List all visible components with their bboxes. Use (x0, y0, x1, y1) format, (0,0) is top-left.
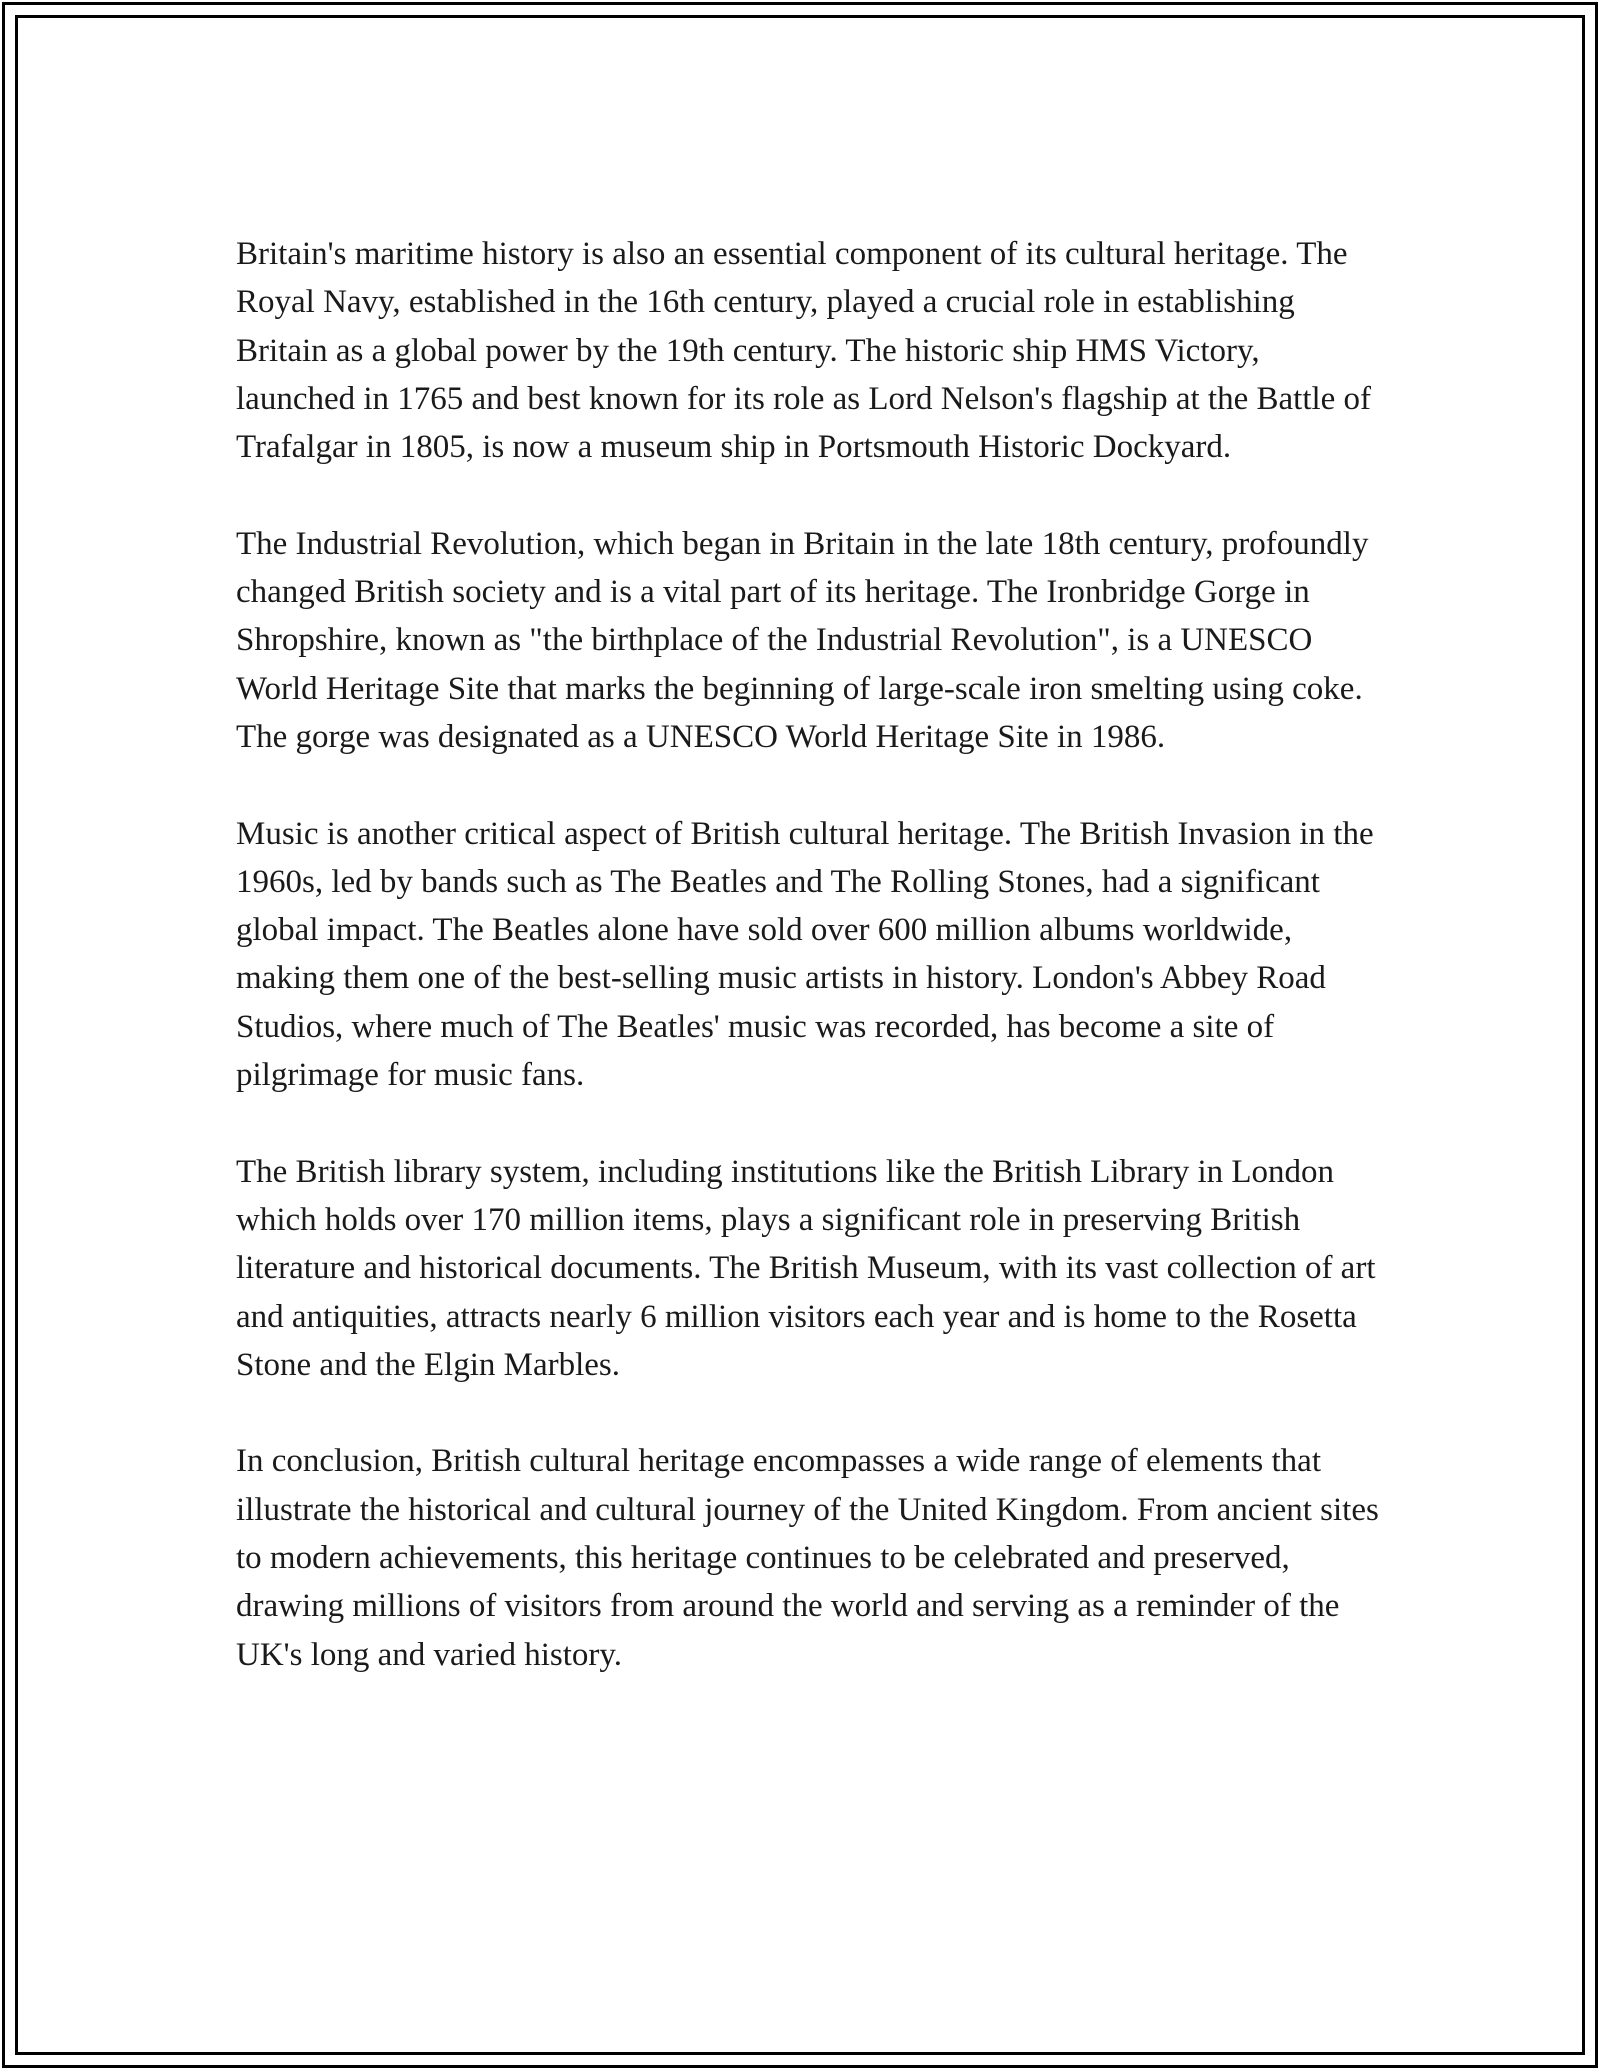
paragraph-conclusion: In conclusion, British cultural heritage encompasses a wide range of elements that illustrate the historical and cultural journey of the United Kingdom. From ancient sites to modern achievements, this heritage continues to be celebrated and preserved, drawing millions of visitors from around the world and serving as a reminder of the UK's long and varied history. (236, 1443, 1379, 1673)
document-body (236, 230, 1386, 1679)
paragraph-maritime-history: Britain's maritime history is also an essential component of its cultural heritage. The Royal Navy, established in the 16th century, played a crucial role in establishing Britain as a global power by the 19th century. The historic ship HMS Victory, launched in 1765 and best known for its role as Lord Nelson's flagship at the Battle of Trafalgar in 1805, is now a museum ship in Portsmouth Historic Dockyard. (236, 236, 1372, 466)
paragraph-industrial-revolution: The Industrial Revolution, which began in Britain in the late 18th century, profoundly changed British society and is a vital part of its heritage. The Ironbridge Gorge in Shropshire, known as "the birthplace of the Industrial Revolution", is a UNESCO World Heritage Site that marks the beginning of large-scale iron smelting using coke. The gorge was designated as a UNESCO World Heritage Site in 1986. (236, 525, 1369, 755)
paragraph-library-museum: The British library system, including institutions like the British Library in London which holds over 170 million items, plays a significant role in preserving British literature and historical documents. The British Museum, with its vast collection of art and antiquities, attracts nearly 6 million visitors each year and is home to the Rosetta Stone and the Elgin Marbles. (236, 1153, 1376, 1383)
paragraph-music: Music is another critical aspect of British cultural heritage. The British Invasion in the 1960s, led by bands such as The Beatles and The Rolling Stones, had a significant global impact. The Beatles alone have sold over 600 million albums worldwide, making them one of the best-selling music artists in history. London's Abbey Road Studios, where much of The Beatles' music was recorded, has become a site of pilgrimage for music fans. (236, 815, 1374, 1094)
